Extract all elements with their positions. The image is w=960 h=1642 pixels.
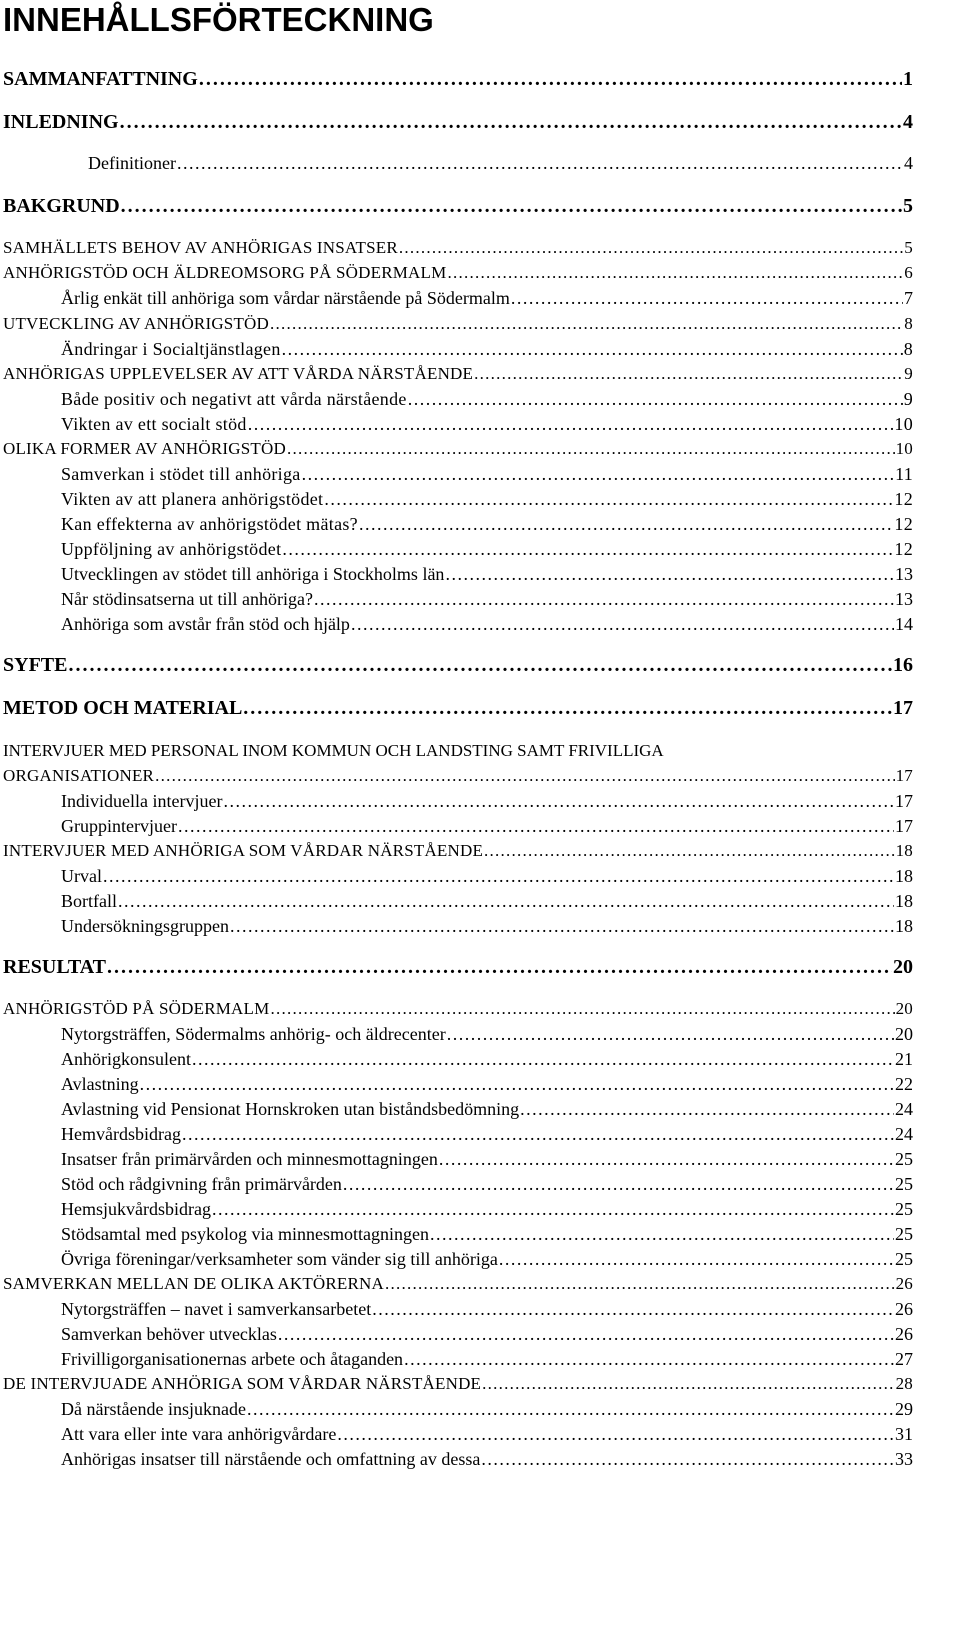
page-number: 10 — [894, 414, 913, 434]
toc-entry-urval[interactable]: Urval . . . 18 — [61, 866, 913, 887]
toc-entry-intervjuer-anhoriga[interactable]: INTERVJUER MED ANHÖRIGA SOM VÅRDAR NÄRSTÅENDE . . . 18 — [3, 841, 913, 861]
page-number: 12 — [894, 489, 913, 509]
toc-entry-olika-former[interactable]: OLIKA FORMER AV ANHÖRIGSTÖD . . . 10 — [3, 439, 913, 459]
toc-entry-nar-stodinsatserna[interactable]: Når stödinsatserna ut till anhöriga? . . . 13 — [61, 589, 913, 610]
toc-entry-bortfall[interactable]: Bortfall . . . 18 — [61, 891, 913, 912]
page-number: 26 — [895, 1299, 913, 1319]
toc-entry-hemvardsbidrag[interactable]: Hemvårdsbidrag . . . 24 — [61, 1124, 913, 1145]
page-number: 20 — [893, 956, 913, 978]
page-number: 17 — [895, 791, 913, 811]
page-number: 17 — [893, 697, 913, 719]
toc-entry-avlastning[interactable]: Avlastning . . . 22 — [61, 1074, 913, 1095]
page-number: 28 — [895, 1374, 913, 1393]
page-number: 9 — [904, 364, 913, 383]
toc-entry-syfte[interactable]: SYFTE . . . 16 — [3, 654, 913, 677]
page-number: 17 — [895, 766, 913, 785]
page-number: 22 — [895, 1074, 913, 1094]
toc-entry-utvecklingen-stockholm[interactable]: Utvecklingen av stödet till anhöriga i Stockholms län . . . 13 — [61, 564, 913, 585]
toc-entry-intervjuer-personal-line2[interactable]: ORGANISATIONER . . . 17 — [3, 766, 913, 786]
toc-entry-stodsamtal-psykolog[interactable]: Stödsamtal med psykolog via minnesmottagningen . . . 25 — [61, 1224, 913, 1245]
page-number: 20 — [895, 999, 913, 1018]
toc-entry-kan-effekterna[interactable]: Kan effekterna av anhörigstödet mätas? . . . 12 — [61, 514, 913, 535]
toc-entry-frivilligorganisationernas[interactable]: Frivilligorganisationernas arbete och åtaganden . . . 27 — [61, 1349, 913, 1370]
toc-entry-bade-positiv[interactable]: Både positiv och negativt att vårda närstående . . . 9 — [61, 389, 913, 410]
toc-entry-anhoriga-avstar[interactable]: Anhöriga som avstår från stöd och hjälp . . . 14 — [61, 614, 913, 635]
page-number: 7 — [904, 288, 913, 308]
toc-entry-hemsjukvardsbidrag[interactable]: Hemsjukvårdsbidrag . . . 25 — [61, 1199, 913, 1220]
page-number: 18 — [895, 891, 913, 911]
page-number: 12 — [894, 539, 913, 559]
page-number: 6 — [904, 263, 913, 282]
toc-entry-resultat[interactable]: RESULTAT . . . 20 — [3, 956, 913, 979]
page-number: 25 — [895, 1199, 913, 1219]
page-number: 24 — [895, 1099, 913, 1119]
toc-entry-att-vara-anhorigvardare[interactable]: Att vara eller inte vara anhörigvårdare . . . 31 — [61, 1424, 913, 1445]
page-number: 5 — [904, 238, 913, 257]
toc-entry-samverkan-aktorerna[interactable]: SAMVERKAN MELLAN DE OLIKA AKTÖRERNA . . . 26 — [3, 1274, 913, 1294]
page-number: 26 — [895, 1274, 913, 1293]
toc-entry-sammanfattning[interactable]: SAMMANFATTNING . . . 1 — [3, 68, 913, 91]
page-number: 8 — [903, 339, 913, 359]
page-number: 11 — [895, 464, 913, 484]
page-number: 16 — [893, 654, 913, 676]
page-number: 4 — [903, 111, 913, 133]
page-number: 31 — [895, 1424, 913, 1444]
toc-entry-anhorigstod-aldreomsorg[interactable]: ANHÖRIGSTÖD OCH ÄLDREOMSORG PÅ SÖDERMALM . . . 6 — [3, 263, 913, 283]
page-number: 14 — [895, 614, 913, 634]
page-number: 9 — [903, 389, 913, 409]
toc-entry-individuella-intervjuer[interactable]: Individuella intervjuer . . . 17 — [61, 791, 913, 812]
page-number: 18 — [895, 916, 913, 936]
page-title: INNEHÅLLSFÖRTECKNING — [3, 1, 434, 38]
page-number: 21 — [895, 1049, 913, 1069]
page-number: 1 — [903, 68, 913, 90]
page-number: 25 — [895, 1224, 913, 1244]
toc-entry-utveckling-anhorigstod[interactable]: UTVECKLING AV ANHÖRIGSTÖD . . . 8 — [3, 314, 913, 334]
page-number: 26 — [895, 1324, 913, 1344]
toc-entry-intervjuer-personal-line1[interactable]: INTERVJUER MED PERSONAL INOM KOMMUN OCH LANDSTING SAMT FRIVILLIGA — [3, 741, 664, 760]
page-number: 13 — [895, 589, 913, 609]
toc-entry-arlig-enkat[interactable]: Årlig enkät till anhöriga som vårdar närstående på Södermalm . . . 7 — [61, 288, 913, 309]
toc-entry-intervjuade-anhoriga[interactable]: DE INTERVJUADE ANHÖRIGA SOM VÅRDAR NÄRSTÅENDE . . . 28 — [3, 1374, 913, 1394]
page-number: 25 — [895, 1149, 913, 1169]
toc-entry-samhallets-behov[interactable]: SAMHÄLLETS BEHOV AV ANHÖRIGAS INSATSER . . . 5 — [3, 238, 913, 258]
toc-entry-samverkan-utvecklas[interactable]: Samverkan behöver utvecklas . . . 26 — [61, 1324, 913, 1345]
page-number: 25 — [895, 1249, 913, 1269]
toc-entry-nytorgstraffen[interactable]: Nytorgsträffen, Södermalms anhörig- och äldrecenter . . . 20 — [61, 1024, 913, 1045]
page-number: 27 — [895, 1349, 913, 1369]
page-number: 20 — [895, 1024, 913, 1044]
toc-entry-insatser-primarvarden[interactable]: Insatser från primärvården och minnesmottagningen . . . 25 — [61, 1149, 913, 1170]
toc-entry-definitioner[interactable]: Definitioner . . . 4 — [88, 153, 913, 174]
page-number: 10 — [895, 439, 913, 458]
toc-entry-ovriga-foreningar[interactable]: Övriga föreningar/verksamheter som vänder sig till anhöriga . . . 25 — [61, 1249, 913, 1270]
page-number: 4 — [904, 153, 913, 173]
toc-entry-vikten-planera[interactable]: Vikten av att planera anhörigstödet . . . 12 — [61, 489, 913, 510]
toc-entry-inledning[interactable]: INLEDNING . . . 4 — [3, 111, 913, 134]
toc-entry-vikten-socialt-stod[interactable]: Vikten av ett socialt stöd . . . 10 — [61, 414, 913, 435]
page-number: 18 — [895, 866, 913, 886]
toc-entry-undersokningsgruppen[interactable]: Undersökningsgruppen . . . 18 — [61, 916, 913, 937]
toc-entry-metod-material[interactable]: METOD OCH MATERIAL . . . 17 — [3, 697, 913, 720]
toc-entry-anhorigas-upplevelser[interactable]: ANHÖRIGAS UPPLEVELSER AV ATT VÅRDA NÄRSTÅENDE . . . 9 — [3, 364, 913, 384]
page-number: 5 — [903, 195, 913, 217]
page-number: 12 — [894, 514, 913, 534]
page-number: 29 — [895, 1399, 913, 1419]
toc-entry-bakgrund[interactable]: BAKGRUND . . . 5 — [3, 195, 913, 218]
toc-entry-gruppintervjuer[interactable]: Gruppintervjuer . . . 17 — [61, 816, 913, 837]
page-number: 25 — [895, 1174, 913, 1194]
toc-entry-anhorigas-insatser[interactable]: Anhörigas insatser till närstående och omfattning av dessa . . . 33 — [61, 1449, 913, 1470]
toc-entry-nytorgstraffen-navet[interactable]: Nytorgsträffen – navet i samverkansarbetet . . . 26 — [61, 1299, 913, 1320]
page-number: 24 — [895, 1124, 913, 1144]
toc-entry-avlastning-hornskroken[interactable]: Avlastning vid Pensionat Hornskroken utan biståndsbedömning . . . 24 — [61, 1099, 913, 1120]
toc-entry-da-narstaende-insjuknade[interactable]: Då närstående insjuknade . . . 29 — [61, 1399, 913, 1420]
toc-entry-anhorigstod-sodermalm[interactable]: ANHÖRIGSTÖD PÅ SÖDERMALM . . . 20 — [3, 999, 913, 1019]
page-number: 8 — [904, 314, 913, 333]
page-number: 17 — [895, 816, 913, 836]
toc-entry-andringar-sol[interactable]: Ändringar i Socialtjänstlagen . . . 8 — [61, 339, 913, 360]
toc-entry-uppfoljning[interactable]: Uppföljning av anhörigstödet . . . 12 — [61, 539, 913, 560]
toc-entry-samverkan-stodet[interactable]: Samverkan i stödet till anhöriga . . . 11 — [61, 464, 913, 485]
page-number: 18 — [895, 841, 913, 860]
page-number: 33 — [895, 1449, 913, 1469]
page-number: 13 — [895, 564, 913, 584]
toc-entry-stod-radgivning[interactable]: Stöd och rådgivning från primärvården . . . 25 — [61, 1174, 913, 1195]
toc-entry-anhorigkonsulent[interactable]: Anhörigkonsulent . . . 21 — [61, 1049, 913, 1070]
